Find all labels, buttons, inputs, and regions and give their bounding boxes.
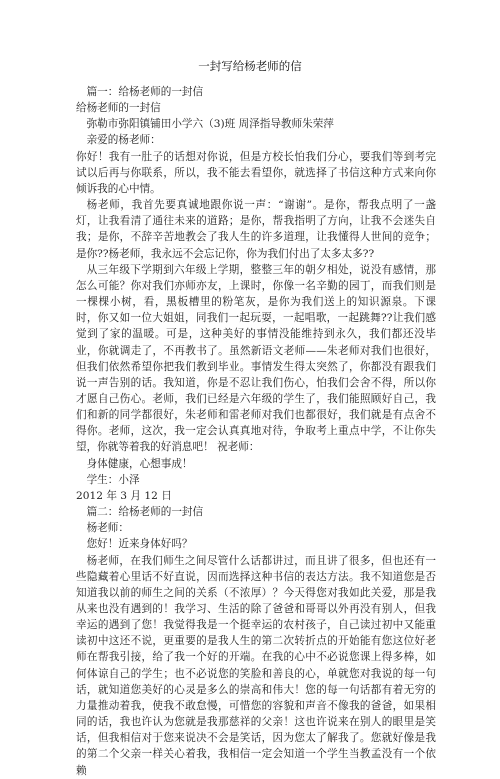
paragraph: 杨老师，我首先要真诚地跟你说一声：“谢谢”。是你，帮我点明了一盏灯，让我看清了通往未来的道路；是你，帮我指明了方向，让我不会迷失自我；是你，不辞辛苦地教会了我人生的许多道理，让我懂得人世间的竞争；是你??杨老师，我永远不会忘记你，你为我们付出了太多太多?? bbox=[76, 199, 436, 260]
document-title: 一封写给杨老师的信 bbox=[198, 59, 302, 73]
paragraph: 你好！我有一肚子的话想对你说，但是方校长怕我们分心，要我们等到考完试以后再与你联系，所以，我不能去看望你，就选择了书信这种方式来向你倾诉我的心中情。 bbox=[76, 150, 436, 195]
paragraph: 给杨老师的一封信 bbox=[76, 102, 161, 115]
paragraph: 学生：小泽 bbox=[86, 473, 140, 486]
paragraph: 杨老师，在我们师生之间尽管什么话都讲过，而且讲了很多，但也还有一些隐藏着心里话不好直说，因而选择这种书信的表达方法。我不知道您是否知道我以前的师生之间的关系（不浓厚）？今天得您对我如此关爱，那是我从来也没有遇到的！我学习、生活的除了爸爸和哥哥以外再没有别人，但我幸运的遇到了您！我觉得我是一个挺幸运的农村孩子，自己读过初中又能重读初中这还不说，更重要的是我人生的第二次转折点的开始能有您这位好老师在帮我引接，给了我一个好的开端。在我的心中不必说您课上得多棒，如何体谅自己的学生；也不必说您的笑脸和善良的心，单就您对我说的每一句话，就知道您美好的心灵是多么的崇高和伟大！您的每一句话都有着无穷的力量推动着我，使我不敢怠慢，可惜您的容貌和声音不像我的爸爸，如果相同的话，我也许认为您就是我那慈祥的父亲！这也许说来在别人的眼里是笑话，但我相信对于您来说决不会是笑话，因为您太了解我了。您就好像是我的第二个父亲一样关心着我，我相信一定会知道一个学生当教孟没有一个依赖 bbox=[76, 554, 436, 777]
paragraph: 您好！近来身体好吗？ bbox=[86, 538, 193, 551]
paragraph: 杨老师： bbox=[86, 522, 129, 535]
paragraph: 亲爱的杨老师： bbox=[86, 134, 161, 147]
paragraph: 弥勒市弥阳镇铺田小学六（3)班 周泽指导教师朱荣萍 bbox=[86, 118, 334, 131]
paragraph: 从三年级下学期到六年级上学期，整整三年的朝夕相处，说没有感情，那怎么可能？你对我们亦师亦友，上课时，你像一名辛勤的园丁，而我们则是一棵棵小树，看，黑板槽里的粉笔灰，是你为我们送上的知识源泉。下课时，你又如一位大姐姐，同我们一起玩耍，一起唱歌，一起跳舞??让我们感觉到了家的温暖。可是，这种美好的事情没能维持到永久，我们都还没毕业，你就调走了，不再教书了。虽然新语文老师——朱老师对我们也很好，但我们依然希望你把我们教到毕业。事情发生得太突然了，你都没有跟我们说一声告别的话。我知道，你是不忍让我们伤心，怕我们会舍不得，所以你才愿自己伤心。老师，我们已经是六年级的学生了，我们能照顾好自己，我们和新的同学都很好，朱老师和雷老师对我们也都很好，我们就是有点舍不得你。老师，这次，我一定会认真真地对待，争取考上重点中学，不让你失望，你就等着我的好消息吧！ 祝老师： bbox=[76, 263, 436, 454]
letter-body bbox=[76, 84, 436, 779]
paragraph: 身体健康，心想事成！ bbox=[86, 457, 193, 470]
paragraph: 篇二：给杨老师的一封信 bbox=[86, 506, 204, 519]
paragraph: 篇一：给杨老师的一封信 bbox=[86, 86, 204, 98]
paragraph: 2012 年 3 月 12 日 bbox=[76, 489, 172, 502]
